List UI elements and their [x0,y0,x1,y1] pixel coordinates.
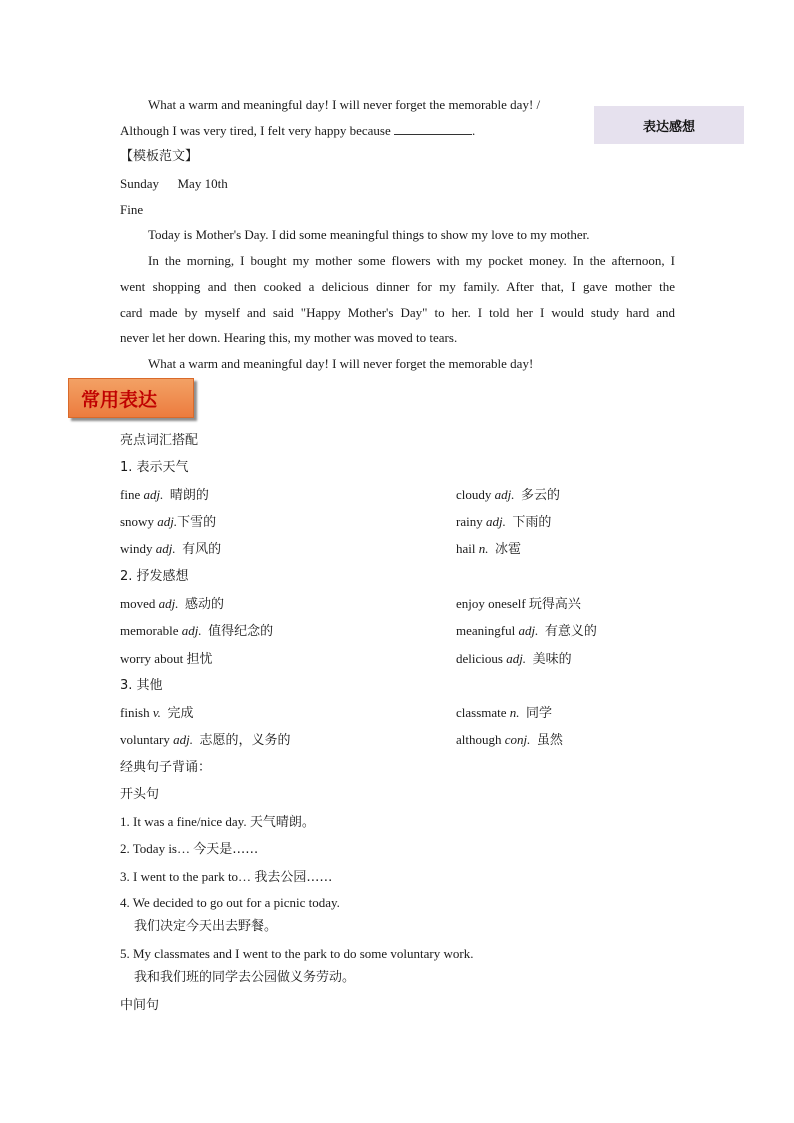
vocab-pos: adj. [158,596,179,611]
vocab-word: fine [120,487,144,502]
vocab-meaning: 下雨的 [512,515,552,530]
vocab-entry [120,622,273,641]
vocab-word: hail [456,541,479,556]
sample-paragraph-2-line-4: never let her down. Hearing this, my mother was moved to tears. [120,330,458,345]
vocab-meaning: 多云的 [521,488,561,503]
section-banner-title: 常用表达 [81,388,158,411]
vocab-entry [120,650,212,669]
vocab-meaning: 冰雹 [495,542,522,557]
sample-paragraph-1: Today is Mother's Day. I did some meaningful things to show my love to my mother. [148,227,590,242]
vocab-word: moved [120,596,159,611]
vocab-word: enjoy oneself [456,596,529,611]
vocab-pos: adj. [173,732,193,747]
sentence-en: 2. Today is… [120,841,194,856]
vocab-entry [120,540,221,559]
vocab-entry [456,731,563,750]
vocab-word: cloudy [456,487,495,502]
sample-date-line [120,175,228,193]
vocab-pos: adj. [157,514,178,529]
vocab-word: voluntary [120,732,174,747]
vocab-word: memorable [120,623,182,638]
sample-date-day: Sunday [120,176,159,191]
vocab-meaning: 有意义的 [544,624,597,639]
vocab-entry [456,540,521,559]
vocab-entry [456,704,552,723]
sample-weather: Fine [120,202,144,217]
sample-paragraph-2-line-1: In the morning, I bought my mother some flowers with my pocket money. In the afternoon, I [148,253,675,268]
sample-paragraph-2-line-2: went shopping and then cooked a delicious dinner for my family. After that, I gave mother the [120,279,675,294]
sample-heading: 【模板范文】 [120,149,199,164]
vocab-pos: adj. [518,623,539,638]
vocab-meaning: 有风的 [182,542,222,557]
intro-line-2-end: . [472,123,476,138]
sentence-zh: 我们决定今天出去野餐。 [134,919,278,934]
vocab-word: windy [120,541,156,556]
intro-line-1: What a warm and meaningful day! I will never forget the memorable day! / [148,97,541,112]
vocab-pos: adj. [143,487,164,502]
vocab-entry [120,704,193,723]
vocab-entry [456,486,560,505]
vocab-group-title: 3. 其他 [120,678,163,693]
vocab-entry [456,650,572,669]
vocab-pos: conj. [504,732,531,747]
vocab-entry [120,486,209,505]
sentence-zh: 我去公园…… [254,870,333,885]
vocab-entry [120,731,290,750]
vocab-word: classmate [456,705,510,720]
vocab-word: worry about [120,651,187,666]
vocab-pos: adj. [485,514,506,529]
sentence-item [120,840,258,859]
sentence-zh: 今天是…… [193,842,259,857]
vocab-pos: adj. [181,623,202,638]
vocab-entry [456,595,581,614]
vocab-entry [456,622,597,641]
sentence-zh: 我和我们班的同学去公园做义务劳动。 [134,970,356,985]
vocab-heading: 亮点词汇搭配 [120,433,199,448]
sentence-en: 4. We decided to go out for a picnic today. [120,895,340,910]
sample-date: May 10th [177,176,228,191]
sentence-item [120,868,332,887]
vocab-pos: n. [478,541,489,556]
sentence-en: 3. I went to the park to… [120,869,255,884]
vocab-meaning: 玩得高兴 [528,597,581,612]
sample-paragraph-3: What a warm and meaningful day! I will never forget the memorable day! [148,356,534,371]
vocab-word: meaningful [456,623,519,638]
sidebox-label: 表达感想 [594,106,744,144]
vocab-word: snowy [120,514,158,529]
vocab-entry [120,513,216,532]
fill-blank [394,122,472,135]
sentences-heading: 经典句子背诵： [120,760,212,775]
vocab-meaning: 虽然 [536,733,563,748]
vocab-meaning: 感动的 [185,597,225,612]
intro-line-2 [120,122,475,140]
vocab-pos: adj. [494,487,515,502]
vocab-pos: n. [509,705,520,720]
vocab-word: delicious [456,651,507,666]
sentence-en: 1. It was a fine/nice day. [120,814,250,829]
sentence-en: 5. My classmates and I went to the park to do some voluntary work. [120,946,474,961]
vocab-group-title: 2. 抒发感想 [120,569,189,584]
vocab-meaning: 担忧 [186,652,213,667]
vocab-pos: v. [152,705,161,720]
opening-heading: 开头句 [120,787,160,802]
sentence-item [120,813,315,832]
vocab-group-title: 1. 表示天气 [120,460,189,475]
vocab-meaning: 完成 [167,706,194,721]
vocab-meaning: 值得纪念的 [208,624,274,639]
vocab-meaning: 同学 [526,706,553,721]
vocab-meaning: 下雪的 [177,515,217,530]
vocab-word: although [456,732,505,747]
sample-paragraph-2-line-3: card made by myself and said "Happy Mother's Day" to her. I told her I would study hard and [120,305,675,320]
vocab-meaning: 美味的 [532,652,572,667]
section-banner [68,378,194,418]
vocab-meaning: 晴朗的 [169,488,209,503]
vocab-word: finish [120,705,153,720]
vocab-word: rainy [456,514,486,529]
vocab-meaning: 志愿的，义务的 [199,733,291,748]
intro-line-2-text: Although I was very tired, I felt very happy because [120,123,394,138]
vocab-pos: adj. [506,651,527,666]
vocab-entry [456,513,551,532]
sentence-zh: 天气晴朗。 [249,815,315,830]
middle-heading: 中间句 [120,998,160,1013]
vocab-entry [120,595,224,614]
vocab-pos: adj. [155,541,176,556]
